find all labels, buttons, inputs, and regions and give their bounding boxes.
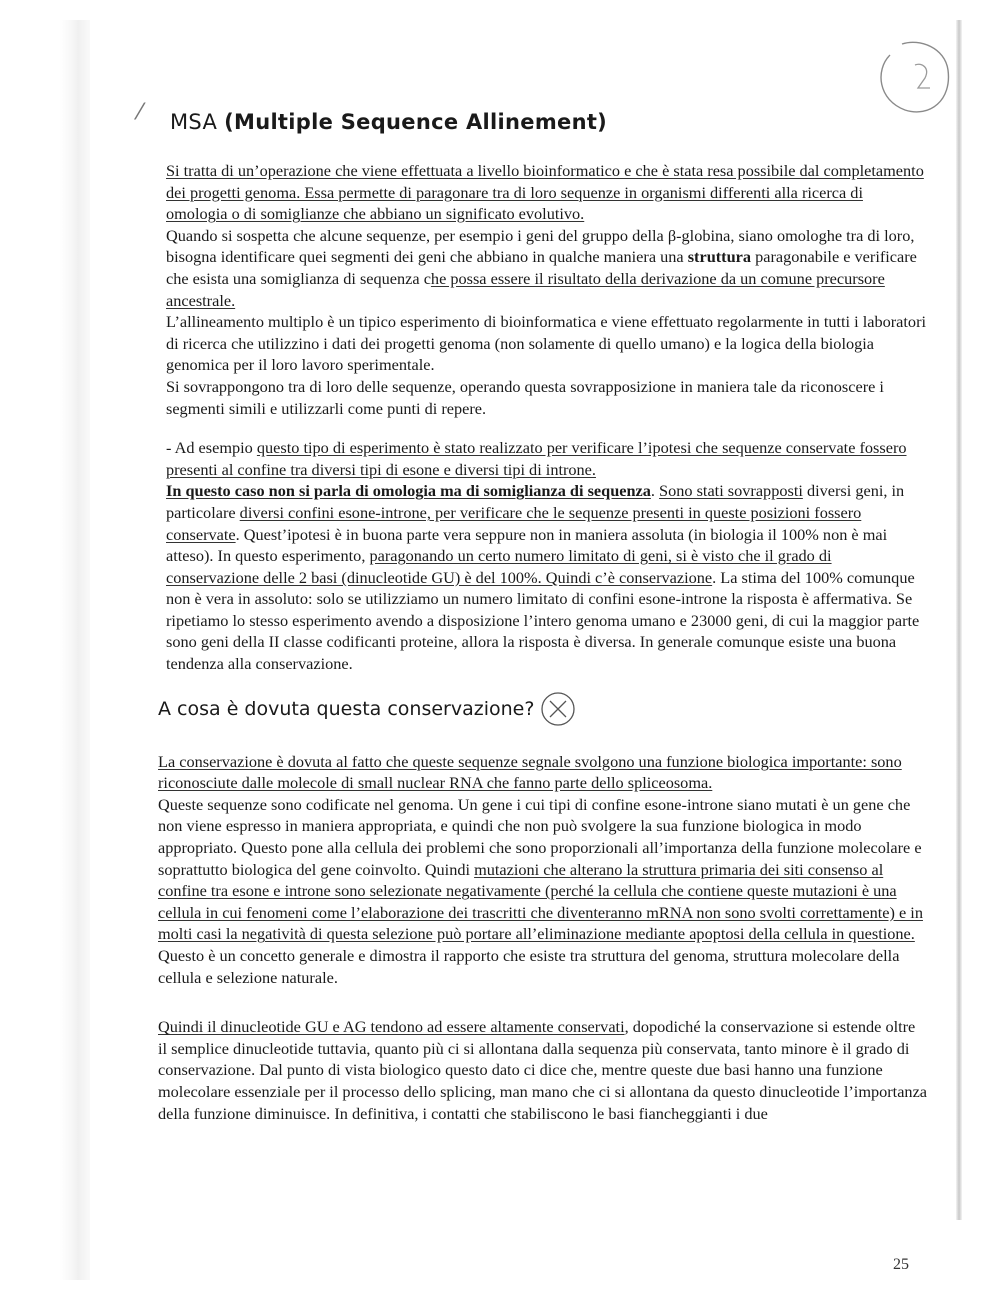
page-title: [170, 110, 928, 134]
p4-rest: , dopodiché la conservazione si estende oltre il semplice dinucleotide tuttavia, quanto più ci si allontana dalla sequenza più conservata, tanto minore è il grado di conservazione. Dal punto di vista biologico questo dato ci dice che, mentre queste due basi hanno una funzione molecolare essenziale per il processo dello splicing, man mano che ci si allontana da questo dinucleotide l’importanza della funzione diminuisce. In definitiva, i contatti che stabiliscono le basi fiancheggianti i due: [158, 1017, 928, 1123]
p5-ul3: diversi confini esone-introne, per verificare che le sequenze presenti in queste posizioni fossero conservate: [166, 502, 862, 544]
p5-e: . La stima del 100% comunque non è vera in assoluto: solo se utilizziamo un numero limitato di confini esone-introne la risposta è affermativa. Se ripetiamo lo stesso esperimento avendo a disposizione l’intero genoma umano e 23000 geni, di cui la maggior parte sono geni della II classe codificanti proteine, allora la risposta è diversa. In generale comunque esiste una buona tendenza alla conservazione.: [166, 567, 920, 674]
p2-a: Queste sequenze sono codificate nel genoma. Un gene i cui tipi di confine esone-introne siano mutati è un gene che non viene espresso in maniera appropriata, e quindi che non può svolgere la sua funzione biologica in modo appropriato. Questo pone alla cellula dei problemi che sono proporzionali all’importanza della funzione molecolare e soprattutto biologica del gene coinvolto. Quindi: [158, 794, 922, 879]
p5-ul4: paragonando un certo numero limitato di geni, si è visto che il grado di conservazione delle 2 basi (dinucleotide GU) è del 100%. Quindi c’è conservazione: [166, 546, 832, 587]
page-number: 25: [893, 1256, 909, 1273]
paragraph-overlap: Si sovrappongono tra di loro delle sequenze, operando questa sovrapposizione in maniera tale da riconoscere i segmenti simili e utilizzarli come punti di repere.: [166, 376, 884, 418]
p5-d: . Quest’ipotesi è in buona parte vera seppure non in maniera assoluta (in biologia il 100% non è mai atteso). In questo esperimento,: [166, 524, 888, 566]
scan-shadow-left: [60, 20, 90, 1280]
section-conservation: [158, 751, 928, 1125]
title-bold: (Multiple Sequence Allinement): [224, 110, 608, 134]
p5-b: .: [650, 481, 660, 501]
section-msa: [158, 160, 928, 675]
p2-bold: struttura: [687, 247, 752, 267]
paragraph-cause: La conservazione è dovuta al fatto che queste sequenze segnale svolgono una funzione biologica importante: sono riconosciute dalle molecole di small nuclear RNA che fanno parte dello spliceosoma.: [158, 751, 902, 793]
p5-ul2: Sono stati sovrapposti: [659, 481, 803, 501]
paragraph-concept: Questo è un concetto generale e dimostra il rapporto che esiste tra struttura del genoma, struttura molecolare della cellula e selezione naturale.: [158, 946, 900, 987]
p2-text: Quando si sospetta che alcune sequenze, per esempio i geni del gruppo della β-globina, siano omologhe tra di loro, bisogna identificare quei segmenti dei geni che abbiano in qualche maniera una: [166, 225, 915, 267]
p2-mid: paragonabile e verificare che esista una somiglianza di sequenza c: [166, 247, 917, 288]
handwritten-dash-mark: ⁄: [138, 100, 142, 125]
handwritten-x-circle-icon: [538, 689, 578, 729]
paragraph-mutations: [158, 794, 928, 945]
p5-c: diversi geni, in particolare: [166, 481, 905, 522]
paragraph-dinucleotide: [158, 1016, 928, 1124]
document-body: [158, 110, 928, 1124]
section-heading-conservation: [158, 689, 928, 729]
paragraph-intro: Si tratta di un’operazione che viene effettuata a livello bioinformatico e che è stata resa possibile dal completamento dei progetti genoma. Essa permette di paragonare tra di loro sequenze in organismi differenti alla ricerca di omologia o di somiglianze che abbiano un significato evolutivo.: [166, 161, 924, 224]
title-lead: MSA: [170, 110, 225, 134]
p4-ul: Quindi il dinucleotide GU e AG tendono ad essere altamente conservati: [158, 1017, 625, 1037]
p5-a: - Ad esempio: [166, 438, 257, 458]
scan-shadow-right: [956, 20, 962, 1220]
paragraph-example: [158, 437, 928, 675]
p2-underlined: he possa essere il risultato della derivazione da un comune precursore ancestrale.: [166, 268, 885, 310]
heading-text: A cosa è dovuta questa conservazione?: [158, 697, 535, 720]
paragraph-alignment: L’allineamento multiplo è un tipico esperimento di bioinformatica e viene effettuato regolarmente in tutti i laboratori di ricerca che utilizzino i dati dei progetti genoma (non solamente di quello umano) e la logica della biologia genomica per il loro lavoro sperimentale.: [166, 312, 927, 375]
p5-ul: questo tipo di esperimento è stato realizzato per verificare l’ipotesi che sequenze conservate fossero presenti al confine tra diversi tipi di esone e diversi tipi di introne.: [166, 438, 907, 479]
p5-bold: In questo caso non si parla di omologia ma di somiglianza di sequenza: [166, 481, 651, 501]
p2-ul: mutazioni che alterano la struttura primaria dei siti consenso al confine tra esone e introne sono selezionate negativamente (perché la cellula che contiene queste mutazioni è una cellula in cui fenomeni come l’elaborazione dei trascritti che diventeranno mRNA non sono svolti correttamente) e in molti casi la negatività di questa selezione può portare all’eliminazione mediante apoptosi della cellula in questione.: [158, 859, 923, 944]
paragraph-omology: [158, 225, 928, 311]
